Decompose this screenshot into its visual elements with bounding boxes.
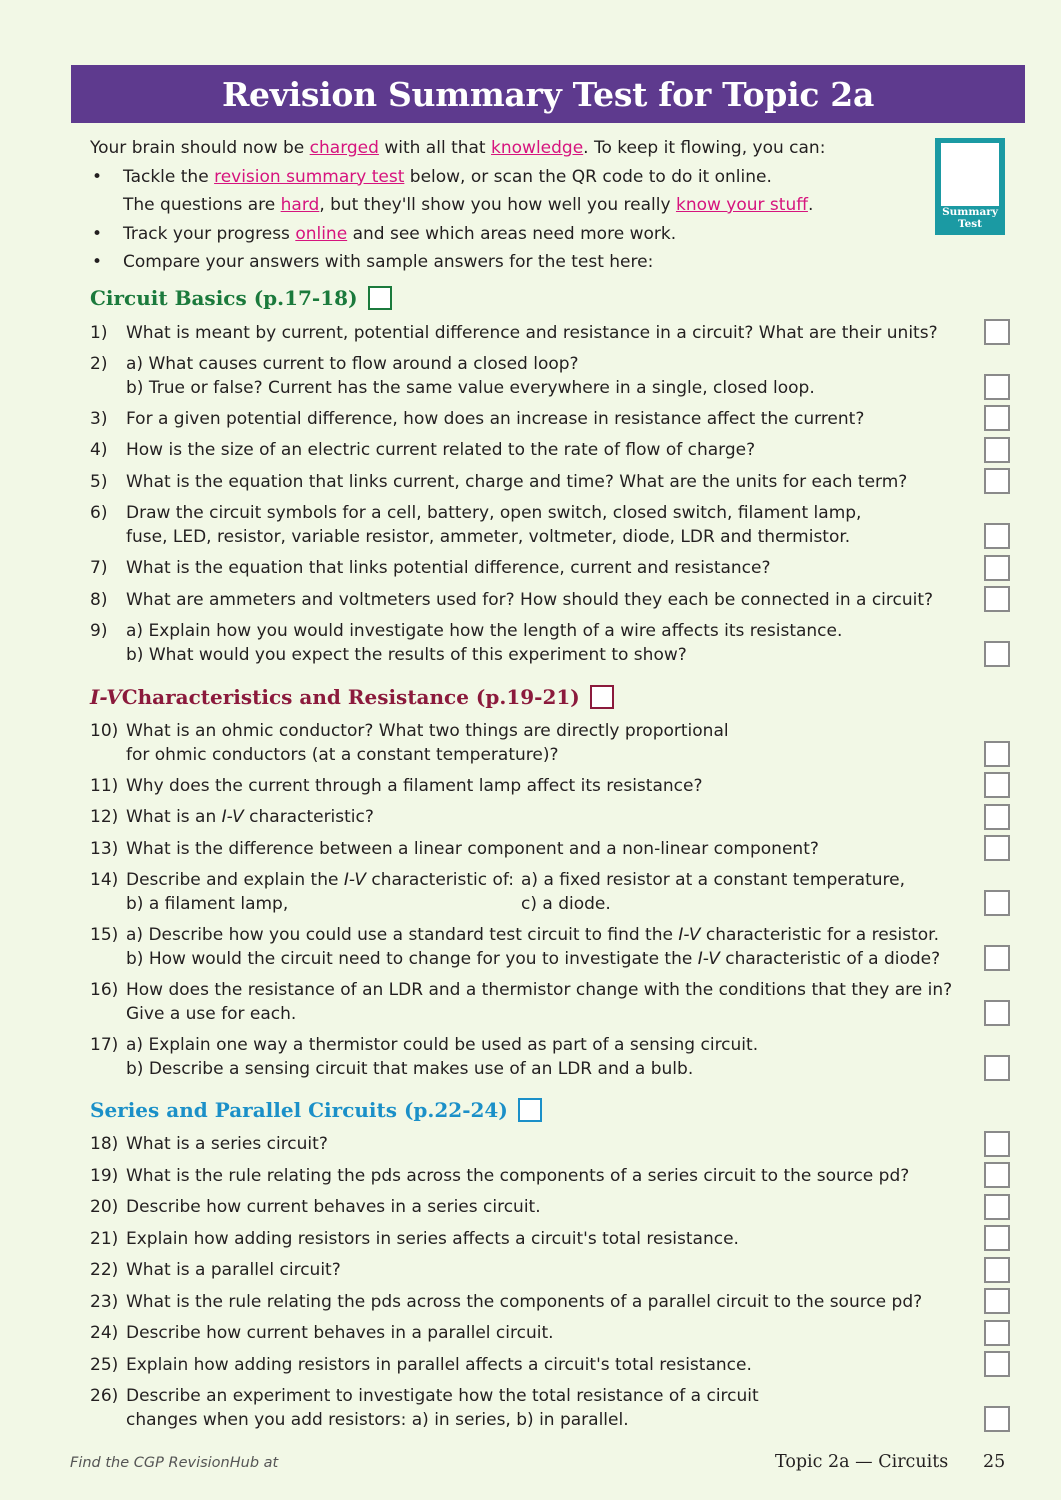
question-3: 3) For a given potential difference, how does an increase in resistance affect the current? (90, 409, 865, 429)
checkbox-question-18[interactable] (984, 1131, 1010, 1157)
checkbox-question-2[interactable] (984, 374, 1010, 400)
checkbox-question-17[interactable] (984, 1055, 1010, 1081)
highlight-word: knowledge (491, 138, 584, 158)
question-24: 24) Describe how current behaves in a parallel circuit. (90, 1323, 554, 1343)
section-checkbox[interactable] (590, 685, 614, 709)
section-heading-iv-characteristics: I-V Characteristics and Resistance (p.19-21) (90, 685, 614, 709)
intro-line: Your brain should now be charged with all that knowledge. To keep it flowing, you can: (90, 138, 826, 158)
question-18: 18) What is a series circuit? (90, 1134, 328, 1154)
question-22: 22) What is a parallel circuit? (90, 1260, 341, 1280)
question-26: 26) Describe an experiment to investigate how the total resistance of a circuit changes when you add resistors: a) in series, b) in parallel. (90, 1386, 759, 1430)
highlight-word: online (295, 223, 348, 244)
checkbox-question-21[interactable] (984, 1225, 1010, 1251)
highlight-word: know your stuff (675, 195, 808, 215)
question-21: 21) Explain how adding resistors in series affects a circuit's total resistance. (90, 1229, 739, 1249)
question-8: 8) What are ammeters and voltmeters used for? How should they each be connected in a circuit? (90, 590, 934, 610)
footer-topic: Topic 2a — Circuits (775, 1452, 949, 1472)
highlight-word: revision summary test (214, 166, 405, 187)
intro-bullet: • Tackle the revision summary test below, or scan the QR code to do it online. The questions are hard, but they'll show you how well you really know your stuff. (92, 166, 814, 215)
checkbox-question-24[interactable] (984, 1320, 1010, 1346)
qr-code-placeholder (941, 143, 999, 206)
highlight-word: charged (309, 138, 379, 158)
checkbox-question-9[interactable] (984, 641, 1010, 667)
section-heading-series-parallel: Series and Parallel Circuits (p.22-24) (90, 1098, 542, 1122)
qr-code-badge[interactable] (935, 138, 1005, 235)
checkbox-question-13[interactable] (984, 835, 1010, 861)
checkbox-question-15[interactable] (984, 945, 1010, 971)
footer-revisionhub-note: Find the CGP RevisionHub at (70, 1455, 279, 1471)
intro-bullet: • Track your progress online and see which areas need more work. (92, 223, 677, 244)
checkbox-question-11[interactable] (984, 772, 1010, 798)
question-1: 1) What is meant by current, potential difference and resistance in a circuit? What are their units? (90, 323, 938, 343)
section-checkbox[interactable] (368, 286, 392, 310)
question-13: 13) What is the difference between a linear component and a non-linear component? (90, 839, 819, 859)
checkbox-question-8[interactable] (984, 586, 1010, 612)
question-14: 14) Describe and explain the I-V characteristic of: a) a fixed resistor at a constant temperature, b) a filament lamp, c) a diode. (90, 870, 906, 914)
page-title: Revision Summary Test for Topic 2a (221, 74, 875, 114)
highlight-word: hard (280, 195, 320, 215)
section-checkbox[interactable] (518, 1098, 542, 1122)
question-19: 19) What is the rule relating the pds across the components of a series circuit to the source pd? (90, 1166, 910, 1186)
question-12: 12) What is an I-V characteristic? (90, 807, 374, 827)
question-6: 6) Draw the circuit symbols for a cell, battery, open switch, closed switch, filament lamp, fuse, LED, resistor, variable resistor, ammeter, voltmeter, diode, LDR and thermistor. (90, 503, 862, 547)
question-2: 2) a) What causes current to flow around a closed loop? b) True or false? Current has the same value everywhere in a single, closed loop. (90, 354, 815, 398)
checkbox-question-14[interactable] (984, 890, 1010, 916)
checkbox-question-23[interactable] (984, 1288, 1010, 1314)
checkbox-question-5[interactable] (984, 468, 1010, 494)
question-9: 9) a) Explain how you would investigate how the length of a wire affects its resistance. b) What would you expect the results of this experiment to show? (90, 621, 843, 665)
checkbox-question-19[interactable] (984, 1162, 1010, 1188)
title-banner (71, 65, 1025, 123)
page-number: 25 (983, 1452, 1006, 1472)
checkbox-question-7[interactable] (984, 555, 1010, 581)
question-23: 23) What is the rule relating the pds across the components of a parallel circuit to the source pd? (90, 1292, 923, 1312)
question-16: 16) How does the resistance of an LDR and a thermistor change with the conditions that they are in? Give a use for each. (90, 980, 953, 1024)
checkbox-question-10[interactable] (984, 741, 1010, 767)
question-4: 4) How is the size of an electric current related to the rate of flow of charge? (90, 440, 756, 460)
checkbox-question-16[interactable] (984, 1000, 1010, 1026)
question-20: 20) Describe how current behaves in a series circuit. (90, 1197, 541, 1217)
checkbox-question-25[interactable] (984, 1351, 1010, 1377)
question-15: 15) a) Describe how you could use a standard test circuit to find the I-V characteristic for a resistor. b) How would the circuit need to change for you to investigate the I-V characteristic of a diode? (90, 925, 941, 969)
section-heading-circuit-basics: Circuit Basics (p.17-18) (90, 286, 392, 310)
question-7: 7) What is the equation that links potential difference, current and resistance? (90, 558, 771, 578)
intro-bullet: • Compare your answers with sample answers for the test here: (92, 252, 654, 272)
checkbox-question-12[interactable] (984, 804, 1010, 830)
question-5: 5) What is the equation that links current, charge and time? What are the units for each term? (90, 472, 908, 492)
checkbox-question-6[interactable] (984, 523, 1010, 549)
checkbox-question-1[interactable] (984, 319, 1010, 345)
intro-text (90, 134, 910, 277)
question-17: 17) a) Explain one way a thermistor could be used as part of a sensing circuit. b) Describe a sensing circuit that makes use of an LDR and a bulb. (90, 1035, 759, 1079)
qr-label: Summary Test (942, 206, 998, 230)
question-11: 11) Why does the current through a filament lamp affect its resistance? (90, 776, 703, 796)
checkbox-question-26[interactable] (984, 1406, 1010, 1432)
question-25: 25) Explain how adding resistors in parallel affects a circuit's total resistance. (90, 1355, 752, 1375)
checkbox-question-20[interactable] (984, 1194, 1010, 1220)
checkbox-question-4[interactable] (984, 437, 1010, 463)
question-10: 10) What is an ohmic conductor? What two things are directly proportional for ohmic conductors (at a constant temperature)? (90, 721, 729, 765)
checkbox-question-22[interactable] (984, 1257, 1010, 1283)
checkbox-question-3[interactable] (984, 405, 1010, 431)
